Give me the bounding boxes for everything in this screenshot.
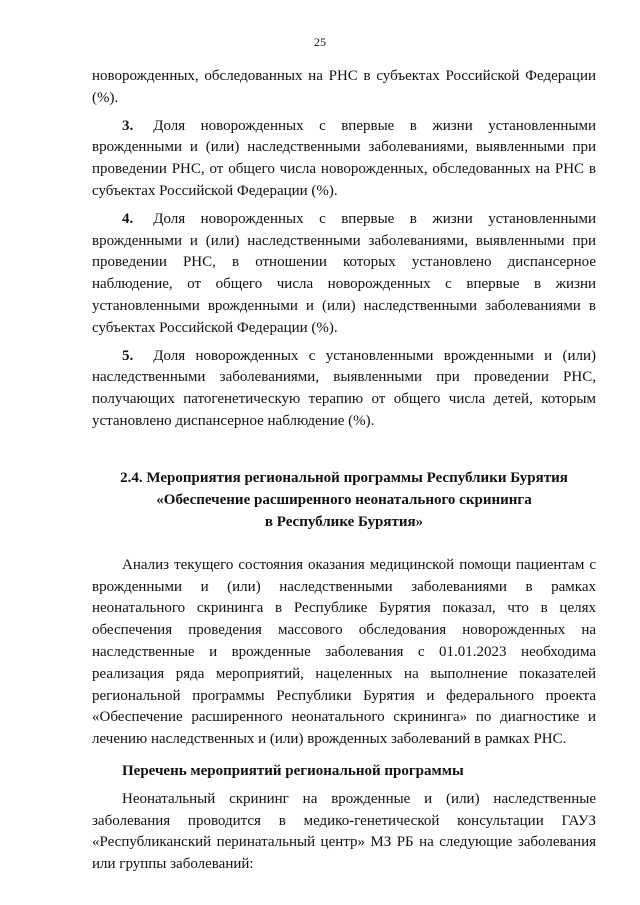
- list-item-number: 3.: [122, 117, 134, 134]
- document-body: [92, 66, 596, 876]
- page-number: 25: [314, 35, 326, 49]
- list-item-5: [92, 346, 596, 433]
- list-item-number: 5.: [122, 347, 134, 364]
- list-item-number: 4.: [122, 210, 134, 227]
- analysis-paragraph: Анализ текущего состояния оказания медицинской помощи пациентам с врожденными и (или) наследственными заболеваниями в рамках неонатального скрининга в Республике Бурятия показал, что в целях обеспечения проведения массового обследования новорожденных на наследственные и врожденные заболевания с 01.01.2023 необходима реализация ряда мероприятий, нацеленных на выполнение показателей региональной программы Республики Бурятия и федерального проекта «Обеспечение расширенного неонатального скрининга» по диагностике и лечению наследственных и (или) врожденных заболеваний в рамках РНС.: [92, 556, 596, 748]
- list-item-text: Доля новорожденных с впервые в жизни установленными врожденными и (или) наследственными заболеваниями, выявленными при проведении РНС, в отношении которых установлено диспансерное наблюдение, от общего числа новорожденных с впервые в жизни установленными врожденными и (или) наследственными заболеваниями в субъектах Российской Федерации (%).: [92, 210, 596, 336]
- section-heading-line: «Обеспечение расширенного неонатального скрининга: [156, 491, 532, 508]
- list-item-text: Доля новорожденных с впервые в жизни установленными врожденными и (или) наследственными заболеваниями, выявленными при проведении РНС, от общего числа новорожденных, обследованных на РНС в субъектах Российской Федерации (%).: [92, 117, 596, 199]
- section-heading-line: 2.4. Мероприятия региональной программы Республики Бурятия: [120, 469, 568, 486]
- list-item-3: [92, 116, 596, 203]
- list-item-4: [92, 209, 596, 340]
- final-paragraph: Неонатальный скрининг на врожденные и (или) наследственные заболевания проводится в медико-генетической консультации ГАУЗ «Республиканский перинатальный центр» МЗ РБ на следующие заболевания или группы заболеваний:: [92, 790, 596, 873]
- list-heading: Перечень мероприятий региональной программы: [122, 762, 464, 779]
- continuation-paragraph: новорожденных, обследованных на РНС в субъектах Российской Федерации (%).: [92, 68, 596, 106]
- section-heading-line: в Республике Бурятия»: [264, 513, 424, 530]
- list-item-text: Доля новорожденных с установленными врожденными и (или) наследственными заболеваниями, выявленными при проведении РНС, получающих патогенетическую терапию от общего числа детей, которым установлено диспансерное наблюдение (%).: [92, 347, 596, 429]
- section-heading: [92, 467, 596, 533]
